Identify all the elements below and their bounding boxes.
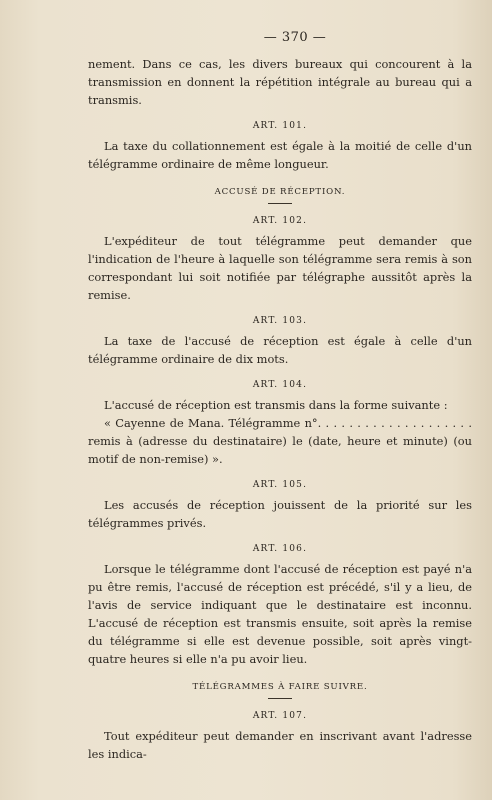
article-heading-103: ART. 103. — [252, 316, 308, 326]
article-heading-102: ART. 102. — [252, 216, 308, 226]
article-107-text: Tout expéditeur peut demander en inscrivant avant l'adresse les indica- — [88, 729, 472, 761]
article-heading-106: ART. 106. — [252, 544, 308, 554]
article-102-text: L'expéditeur de tout télégramme peut demander que l'indication de l'heure à laquelle son télégramme sera remis à son correspondant lui soit notifiée par télégraphe aussitôt après la remise. — [88, 234, 472, 302]
page-content — [88, 30, 472, 763]
article-101-text: La taxe du collationnement est égale à la moitié de celle d'un télégramme ordinaire de même longueur. — [88, 139, 472, 171]
article-heading-104: ART. 104. — [252, 380, 308, 390]
section-heading-faire-suivre: TÉLÉGRAMMES À FAIRE SUIVRE. — [192, 682, 368, 692]
continued-paragraph: nement. Dans ce cas, les divers bureaux qui concourent à la transmission en donnent la répétition intégrale au bureau qui a transmis. — [88, 57, 472, 107]
article-103-text: La taxe de l'accusé de réception est égale à celle d'un télégramme ordinaire de dix mots. — [88, 334, 472, 366]
article-heading-105: ART. 105. — [252, 480, 308, 490]
section-heading-accuse-reception: ACCUSÉ DE RÉCEPTION. — [214, 187, 346, 197]
article-heading-101: ART. 101. — [252, 121, 308, 131]
section-divider — [268, 203, 292, 204]
article-105-text: Les accusés de réception jouissent de la priorité sur les télégrammes privés. — [88, 498, 472, 530]
article-104-text: L'accusé de réception est transmis dans la forme suivante : — [104, 398, 448, 412]
article-heading-107: ART. 107. — [252, 711, 308, 721]
section-divider — [268, 698, 292, 699]
article-106-text: Lorsque le télégramme dont l'accusé de réception est payé n'a pu être remis, l'accusé de réception est précédé, s'il y a lieu, de l'avis de service indiquant que le destinataire est inconnu. L'accusé de réception est transmis ensuite, soit après la remise du télégramme si elle est devenue possible, soit après vingt-quatre heures si elle n'a pu avoir lieu. — [88, 562, 472, 666]
article-104-form-text: « Cayenne de Mana. Télégramme n°. . . . . . . . . . . . . . . . . . . . remis à (adresse du destinataire) le (date, heure et minute) (ou motif de non-remise) ». — [88, 416, 472, 466]
page-number: — 370 — — [263, 30, 327, 45]
